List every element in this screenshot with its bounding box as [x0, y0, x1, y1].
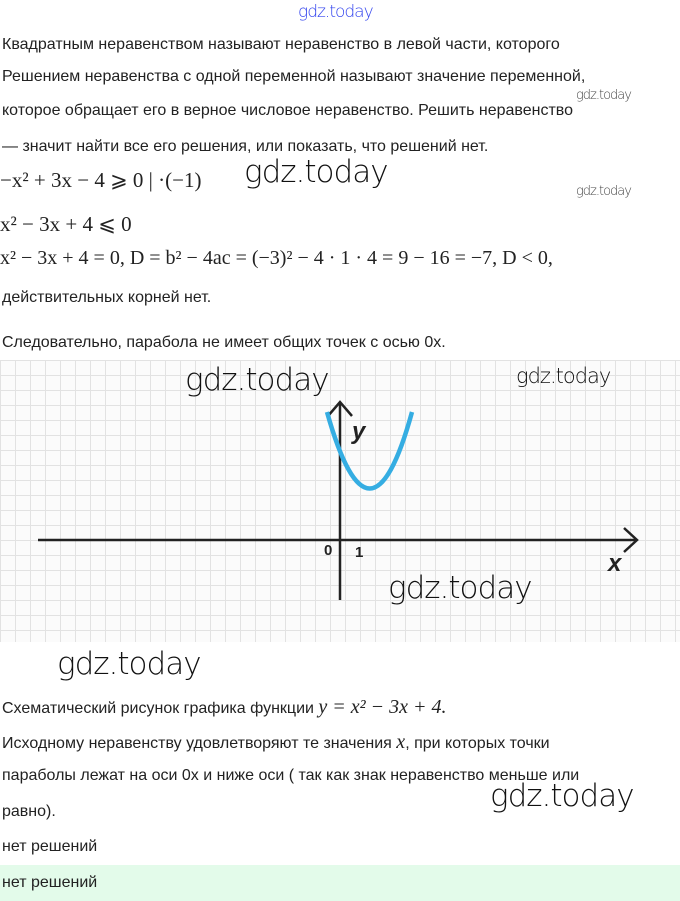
math-line: −x² + 3x − 4 ⩾ 0 | ·(−1): [0, 168, 202, 192]
paragraph: параболы лежат на оси 0х и ниже оси ( так как знак неравенство меньше или: [2, 767, 580, 784]
y-axis-label: y: [352, 418, 366, 445]
paragraph: действительных корней нет.: [2, 289, 212, 306]
paragraph: равно).: [2, 803, 56, 820]
variable: x: [396, 731, 406, 753]
math-line: x² − 3x + 4 = 0, D = b² − 4ac = (−3)² − 4 · 1 · 4 = 9 − 16 = −7, D < 0,: [0, 247, 553, 269]
result-text: нет решений: [2, 838, 98, 855]
paragraph: — значит найти все его решения, или показать, что решений нет.: [2, 138, 489, 155]
answer-text: нет решений: [2, 874, 98, 891]
watermark: gdz.today: [576, 88, 631, 103]
watermark: gdz.today: [185, 362, 329, 398]
watermark: gdz.today: [57, 646, 201, 682]
paragraph: Квадратным неравенством называют неравенство в левой части, которого: [2, 36, 560, 53]
unit-label: 1: [355, 544, 364, 561]
watermark: gdz.today: [388, 570, 532, 606]
x-axis: [38, 528, 637, 552]
math-line: x² − 3x + 4 ⩽ 0: [0, 212, 132, 236]
paragraph: которое обращает его в верное числовое неравенство. Решить неравенство: [2, 102, 573, 119]
parabola-graph: [0, 360, 680, 642]
text: Исходному неравенству удовлетворяют те значения: [2, 735, 392, 752]
caption-text: Схематический рисунок графика функции: [2, 700, 314, 717]
paragraph: Решением неравенства с одной переменной называют значение переменной,: [2, 68, 586, 85]
x-axis-label: x: [608, 550, 622, 577]
watermark: gdz.today: [576, 184, 631, 199]
paragraph: Следовательно, парабола не имеет общих точек с осью 0х.: [2, 334, 446, 351]
paragraph: [2, 731, 550, 754]
watermark: gdz.today: [490, 778, 634, 814]
caption: [2, 696, 447, 719]
watermark: gdz.today: [244, 154, 388, 190]
caption-formula: y = x² − 3x + 4.: [318, 696, 447, 718]
header-link[interactable]: gdz.today: [298, 2, 373, 22]
watermark: gdz.today: [516, 364, 611, 388]
answer-box: [0, 865, 680, 901]
origin-label: 0: [324, 542, 333, 559]
text: , при которых точки: [405, 735, 550, 752]
